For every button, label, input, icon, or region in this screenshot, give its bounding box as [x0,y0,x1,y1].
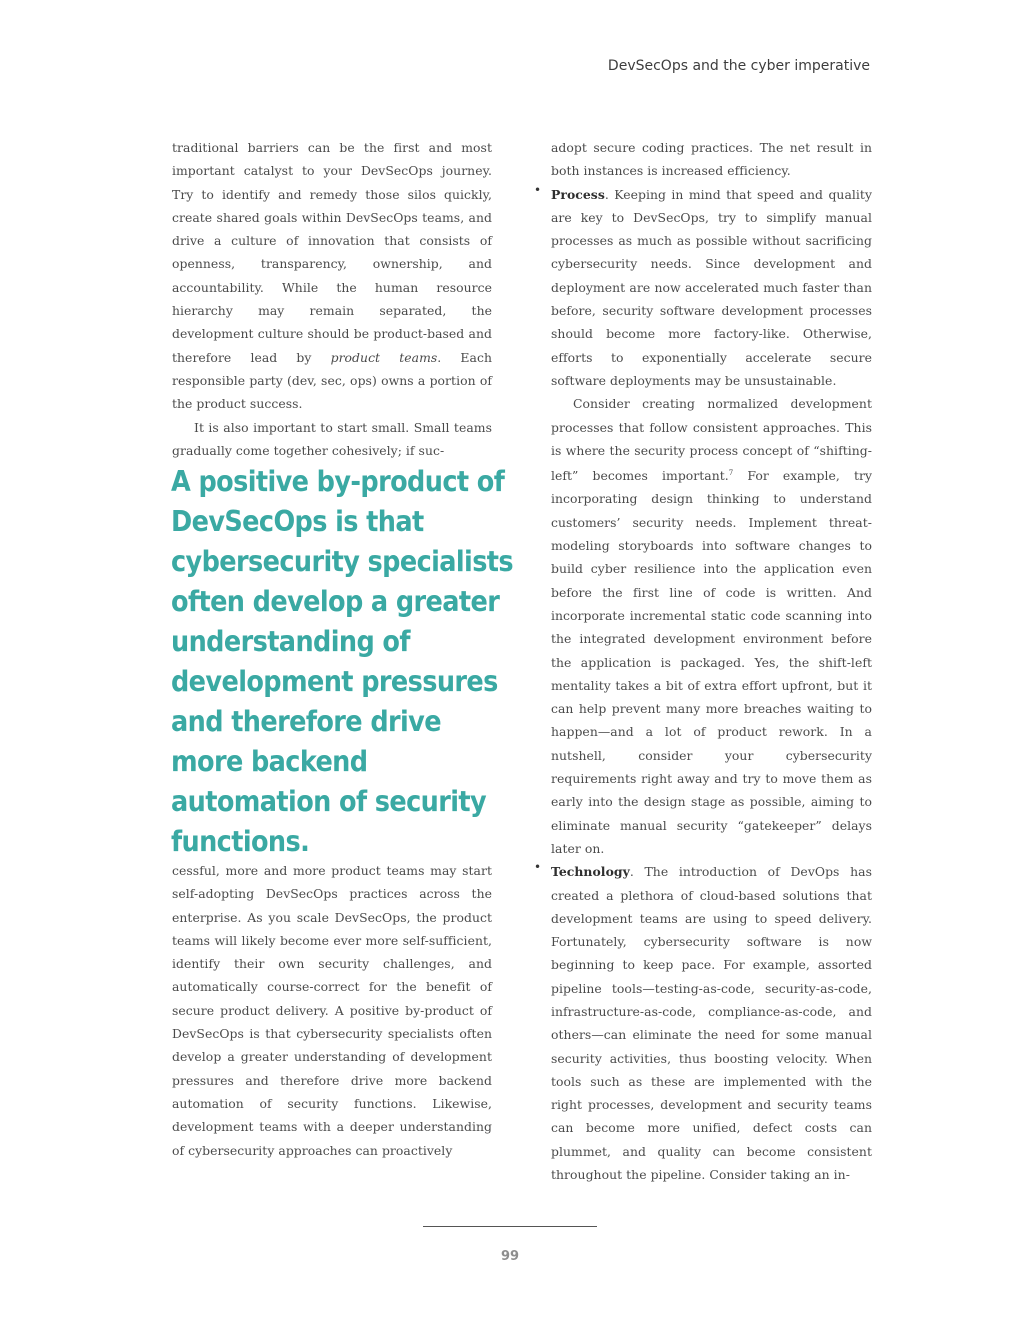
left-column-top [172,136,492,462]
paragraph-text: . Each responsible party (dev, sec, ops) owns a portion of the product success. [172,349,492,412]
paragraph-text: For example, try incorporating design thinking to understand customers’ security needs. Implement threat-modeling storyboards into software changes to build cyber resilience into the application even before the first line of code is written. And incorporate incremental static code scanning into the integrated development environment before the application is packaged. Yes, the shift-left mentality takes a bit of extra effort upfront, but it can help prevent many more breaches waiting to happen—and a lot of product rework. In a nutshell, consider your cybersecurity requirements right away and try to move them as early into the design stage as possible, aiming to eliminate manual security “gatekeeper” delays later on. [551,468,872,856]
list-item [530,860,872,1186]
bullet-icon: • [534,182,542,197]
bullet-lead: Process [551,186,605,202]
emphasis-text: product teams [330,349,438,365]
paragraph [172,136,492,416]
left-column-bottom [172,859,492,1162]
paragraph: cessful, more and more product teams may start self-adopting DevSecOps practices across the enterprise. As you scale DevSecOps, the product teams will likely become ever more self-sufficient, identify their own security challenges, and automatically course-correct for the benefit of secure product delivery. A positive by-product of DevSecOps is that cybersecurity specialists often develop a greater understanding of development pressures and therefore drive more backend automation of security functions. Likewise, development teams with a deeper understanding of cybersecurity approaches can proactively [172,863,492,1158]
list-item [530,183,872,393]
footnote-marker: 7 [728,469,734,478]
paragraph: adopt secure coding practices. The net result in both instances is increased efficiency. [551,140,872,179]
pull-quote: A positive by-product of DevSecOps is that cybersecurity specialists often develop a greater understanding of development pressures and therefore drive more backend automation of security functions. [171,465,514,858]
paragraph [551,183,872,393]
bullet-lead: Technology [551,864,630,880]
paragraph: It is also important to start small. Small teams gradually come together cohesively; if suc- [172,419,492,458]
page-number: 99 [500,1249,520,1264]
paragraph-text: . Keeping in mind that speed and quality are key to DevSecOps, try to simplify manual processes as much as possible without sacrificing cybersecurity needs. Since development and deployment are now accelerated much faster than before, security software development processes should become more factory-like. Otherwise, efforts to exponentially accelerate secure software deployments may be unsustainable. [551,186,872,388]
paragraph [530,392,872,860]
right-column [530,136,872,1186]
bullet-list [530,860,872,1186]
footer-divider [423,1226,597,1227]
bullet-list [530,183,872,393]
paragraph-text: Consider creating normalized development processes that follow consistent approaches. This is where the security process concept of “shifting-left” becomes important. [551,396,872,484]
paragraph-text: traditional barriers can be the first and most important catalyst to your DevSecOps journey. Try to identify and remedy those silos quickly, create shared goals within DevSecOps teams, and drive a culture of innovation that consists of openness, transparency, ownership, and accountability. While the human resource hierarchy may remain separated, the development culture should be product-based and therefore lead by [172,140,492,365]
bullet-icon: • [534,860,542,875]
running-header: DevSecOps and the cyber imperative [607,58,870,74]
paragraph [551,860,872,1186]
paragraph-text: . The introduction of DevOps has created a plethora of cloud-based solutions that development teams are using to speed delivery. Fortunately, cybersecurity software is now beginning to keep pace. For example, assorted pipeline tools—testing-as-code, security-as-code, infrastructure-as-code, compliance-as-code, and others—can eliminate the need for some manual security activities, thus boosting velocity. When tools such as these are implemented with the right processes, development and security teams can become more unified, defect costs can plummet, and quality can become consistent throughout the pipeline. Consider taking an in- [551,864,872,1183]
